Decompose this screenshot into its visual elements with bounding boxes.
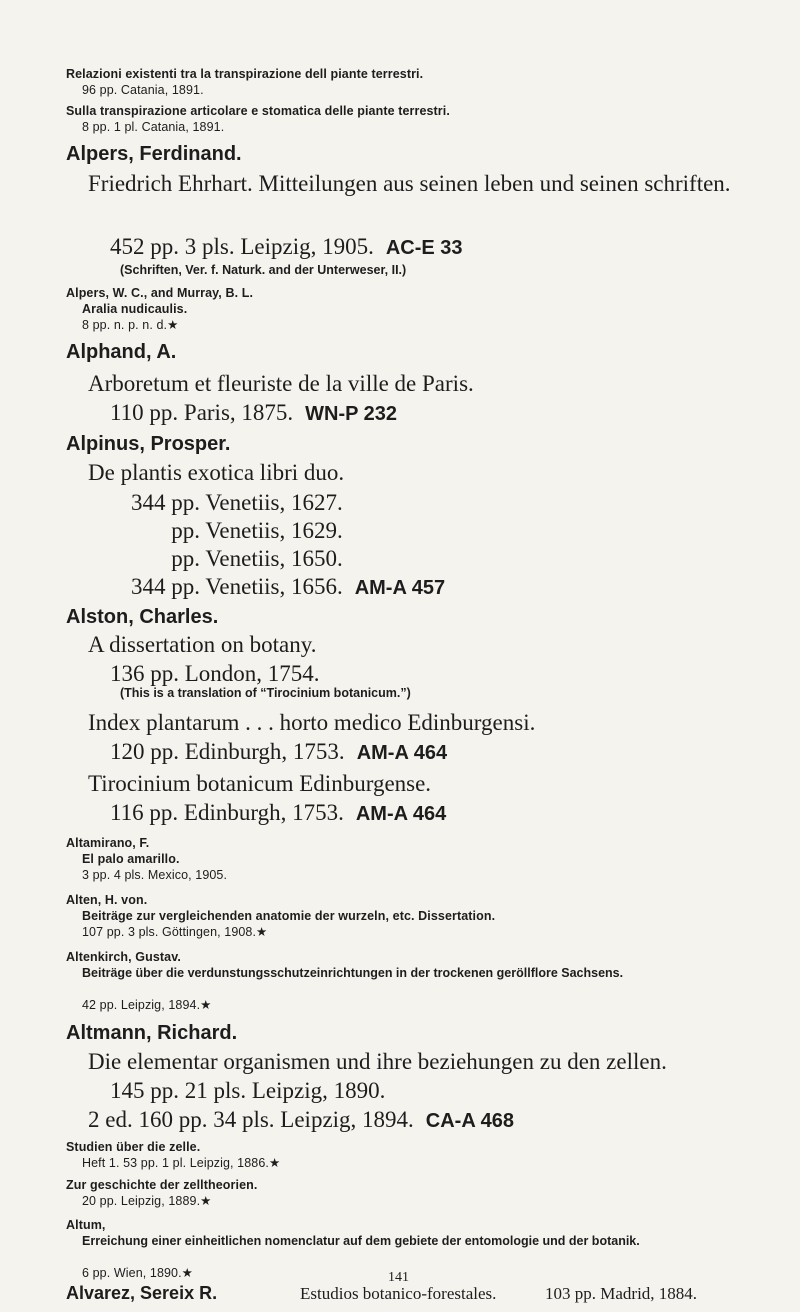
entry-imprint-line — [110, 233, 463, 262]
entry-imprint-line — [110, 399, 397, 428]
entry-imprint: 116 pp. Edinburgh, 1753. — [110, 800, 344, 825]
edition-line — [110, 573, 445, 602]
entry-imprint: 103 pp. Madrid, 1884. — [545, 1284, 698, 1303]
edition-line — [110, 545, 343, 572]
entry-title: El palo amarillo. — [82, 852, 180, 866]
author-heading: Alvarez, Sereix R. — [66, 1283, 218, 1303]
entry-imprint: 3 pp. 4 pls. Mexico, 1905. — [82, 868, 228, 882]
call-number: AM-A 464 — [355, 803, 447, 825]
entry-title: Beiträge zur vergleichenden anatomie der wurzeln, etc. Dissertation. — [82, 909, 496, 923]
entry-title: Beiträge über die verdunstungsschutzeinrichtungen in der trockenen geröllflore Sachsens. — [82, 966, 624, 980]
author-heading: Alphand, A. — [66, 341, 177, 363]
author-heading: Altum, — [66, 1218, 106, 1232]
entry-title: Zur geschichte der zelltheorien. — [66, 1178, 258, 1192]
edition-place: Venetiis, 1629. — [205, 518, 343, 543]
entry-imprint: 42 pp. Leipzig, 1894.★ — [82, 998, 212, 1012]
entry-imprint: 96 pp. Catania, 1891. — [82, 83, 204, 97]
call-number: AC-E 33 — [385, 237, 463, 259]
call-number: AM-A 457 — [354, 577, 446, 599]
edition-place: Venetiis, 1650. — [205, 546, 343, 571]
edition-pages: 344 pp. — [131, 490, 200, 515]
call-number: WN-P 232 — [305, 403, 398, 425]
entry-title: Die elementar organismen und ihre beziehungen zu den zellen. — [88, 1049, 667, 1074]
entry-imprint: 8 pp. 1 pl. Catania, 1891. — [82, 120, 225, 134]
entry-imprint: 6 pp. Wien, 1890.★ — [82, 1266, 193, 1280]
edition-line — [110, 489, 343, 516]
author-heading: Alten, H. von. — [66, 893, 148, 907]
series-note: (Schriften, Ver. f. Naturk. and der Unterweser, II.) — [120, 263, 407, 277]
edition-line — [110, 517, 343, 544]
edition-place: Venetiis, 1656. — [205, 574, 343, 599]
entry-imprint: 107 pp. 3 pls. Göttingen, 1908.★ — [82, 925, 268, 939]
entry-title: Index plantarum . . . horto medico Edinburgensi. — [88, 710, 536, 735]
author-heading: Alpers, Ferdinand. — [66, 143, 242, 165]
edition-pages: 344 pp. — [131, 574, 200, 599]
entry-title: Aralia nudicaulis. — [82, 302, 188, 316]
entry-imprint-line — [88, 1106, 514, 1135]
entry-title: De plantis exotica libri duo. — [88, 460, 345, 485]
entry-imprint: 120 pp. Edinburgh, 1753. — [110, 739, 345, 764]
author-heading: Alpinus, Prosper. — [66, 433, 231, 455]
entry-title: Relazioni existenti tra la transpirazione dell piante terrestri. — [66, 67, 424, 81]
entry-imprint-line — [110, 738, 447, 767]
author-heading: Alpers, W. C., and Murray, B. L. — [66, 286, 254, 300]
entry-imprint-line — [110, 799, 446, 828]
entry-title: Tirocinium botanicum Edinburgense. — [88, 771, 432, 796]
author-heading: Alston, Charles. — [66, 606, 219, 628]
entry-title: A dissertation on botany. — [88, 632, 317, 657]
author-heading: Altmann, Richard. — [66, 1022, 238, 1044]
entry-title: Sulla transpirazione articolare e stomatica delle piante terrestri. — [66, 104, 450, 118]
edition-pages: pp. — [171, 518, 200, 543]
entry-imprint: 2 ed. 160 pp. 34 pls. Leipzig, 1894. — [88, 1107, 414, 1132]
entry-imprint: 8 pp. n. p. n. d.★ — [82, 318, 179, 332]
entry-title: Studien über die zelle. — [66, 1140, 201, 1154]
edition-pages: pp. — [171, 546, 200, 571]
author-heading: Altenkirch, Gustav. — [66, 950, 181, 964]
edition-place: Venetiis, 1627. — [205, 490, 343, 515]
entry-imprint: 110 pp. Paris, 1875. — [110, 400, 294, 425]
entry-title: Arboretum et fleuriste de la ville de Paris. — [88, 371, 474, 396]
entry-imprint: 136 pp. London, 1754. — [110, 661, 320, 686]
entry-title: Friedrich Ehrhart. Mitteilungen aus seinen leben und seinen schriften. — [88, 171, 731, 196]
page-number: 141 — [388, 1270, 409, 1285]
author-heading: Altamirano, F. — [66, 836, 150, 850]
entry-imprint: Heft 1. 53 pp. 1 pl. Leipzig, 1886.★ — [82, 1156, 281, 1170]
entry-imprint: 20 pp. Leipzig, 1889.★ — [82, 1194, 212, 1208]
translation-note: (This is a translation of “Tirocinium botanicum.”) — [120, 686, 411, 700]
entry-title: Erreichung einer einheitlichen nomenclatur auf dem gebiete der entomologie und der botanik. — [82, 1234, 640, 1248]
entry-title: Estudios botanico-forestales. — [300, 1284, 497, 1303]
call-number: CA-A 468 — [425, 1110, 514, 1132]
entry-imprint: 452 pp. 3 pls. Leipzig, 1905. — [110, 234, 374, 259]
call-number: AM-A 464 — [356, 742, 448, 764]
entry-imprint: 145 pp. 21 pls. Leipzig, 1890. — [110, 1078, 386, 1103]
